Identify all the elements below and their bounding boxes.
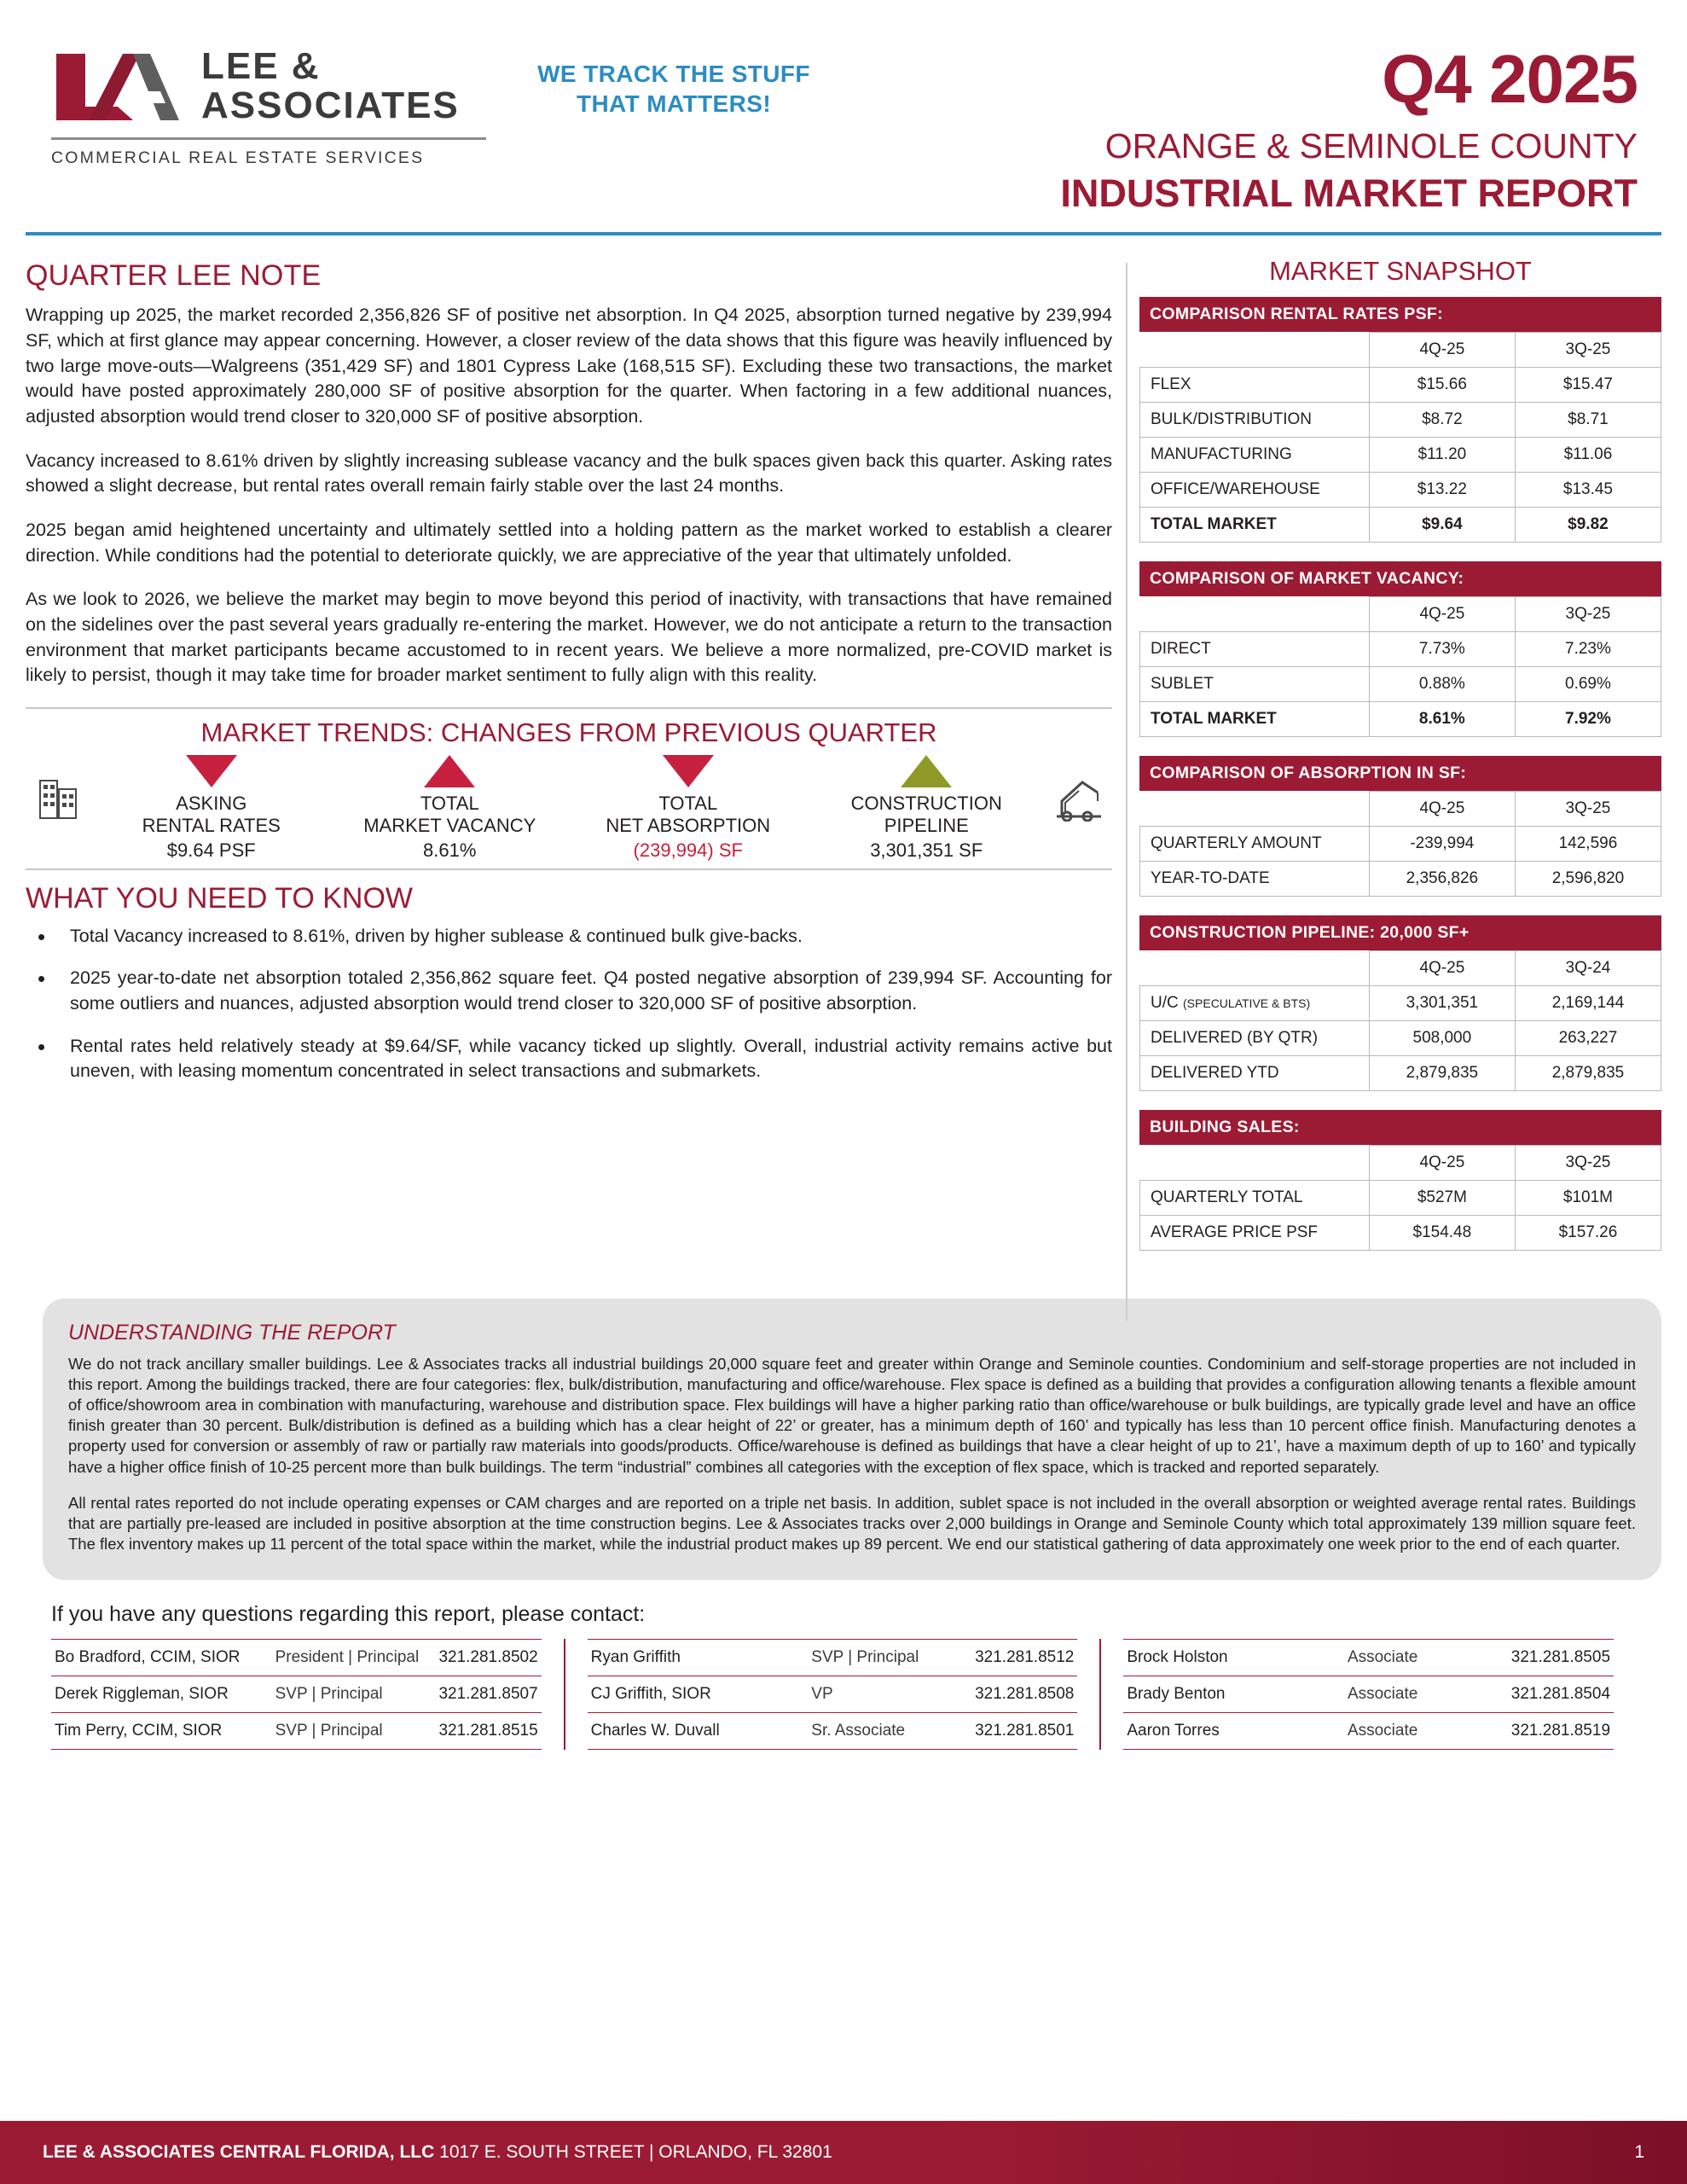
row-label: OFFICE/WAREHOUSE bbox=[1140, 473, 1370, 508]
contact-row bbox=[1123, 1639, 1614, 1676]
table-caption: BUILDING SALES: bbox=[1139, 1110, 1661, 1145]
trend-label-line1: TOTAL bbox=[420, 792, 479, 814]
trend-value: 8.61% bbox=[423, 839, 477, 861]
row-value: 3,301,351 bbox=[1369, 986, 1515, 1021]
row-value: $9.82 bbox=[1515, 508, 1661, 543]
table-header-blank bbox=[1140, 597, 1370, 632]
row-value: $15.66 bbox=[1369, 368, 1515, 403]
contact-phone[interactable]: 321.281.8504 bbox=[1496, 1676, 1614, 1712]
contact-title: Sr. Associate bbox=[808, 1712, 959, 1749]
contact-name: Bo Bradford, CCIM, SIOR bbox=[51, 1639, 272, 1676]
table-caption: COMPARISON OF ABSORPTION IN SF: bbox=[1139, 756, 1661, 791]
row-value: $11.20 bbox=[1369, 438, 1515, 473]
table-comparison-market-vacancy bbox=[1139, 561, 1661, 737]
list-item: • Rental rates held relatively steady at $9.64/SF, while vacancy ticked up slightly. Overall, industrial activity remains active but uneven, with leasing momentum concentrated in select transactions and submarkets. bbox=[26, 1034, 1112, 1084]
contact-name: Aaron Torres bbox=[1123, 1712, 1344, 1749]
row-label: DIRECT bbox=[1140, 632, 1370, 667]
logo-wordmark bbox=[201, 47, 460, 125]
trend-value: (239,994) SF bbox=[633, 839, 743, 861]
table-row bbox=[1140, 1021, 1661, 1056]
table-header-row bbox=[1140, 333, 1661, 368]
row-label bbox=[1140, 986, 1370, 1021]
row-value: $101M bbox=[1515, 1181, 1661, 1216]
right-column bbox=[1134, 251, 1661, 1269]
building-icon bbox=[26, 755, 92, 820]
what-you-need-to-know-title: WHAT YOU NEED TO KNOW bbox=[26, 881, 414, 915]
row-value: 2,879,835 bbox=[1515, 1056, 1661, 1091]
row-value: 7.92% bbox=[1515, 702, 1661, 737]
row-label-note: (SPECULATIVE & BTS) bbox=[1183, 996, 1311, 1011]
contact-title: SVP | Principal bbox=[808, 1639, 959, 1676]
logo-block bbox=[51, 47, 495, 168]
contacts-group bbox=[51, 1639, 564, 1750]
trend-total-market-vacancy bbox=[331, 755, 570, 862]
understanding-paragraph: We do not track ancillary smaller buildings. Lee & Associates tracks all industrial buildings 20,000 square feet and greater within Orange and Seminole counties. Condominium and self-storage properties are not included in this report. Among the buildings tracked, there are four categories: flex, bulk/distribution, manufacturing and office/warehouse. Flex space is defined as a building that provides a configuration allowing tenants a flexible amount of office/showroom area in combination with manufacturing, warehouse and distribution space. Flex buildings will have a higher parking ratio than office/warehouse or bulk buildings, are typically grade level and have an office finish greater than 30 percent. Bulk/distribution is defined as a building which has a clear height of 22’ or greater, has a minimum depth of 160’ and typically has less than 10 percent office finish. Manufacturing denotes a property used for conversion or assembly of raw or partially raw materials into goods/products. Office/warehouse is defined as buildings that have a clear height of up to 21’, have a maximum depth of up to 160’ and typically have a higher office finish of 10-25 percent more than bulk buildings. The term “industrial” combines all categories with the exception of flex space, which is tracked and reported separately. bbox=[68, 1355, 1636, 1476]
contact-row bbox=[51, 1676, 542, 1712]
row-value: 7.23% bbox=[1515, 632, 1661, 667]
row-label: TOTAL MARKET bbox=[1140, 508, 1370, 543]
note-paragraph: 2025 began amid heightened uncertainty and ultimately settled into a holding pattern as the market worked to establish a clearer direction. While conditions had the potential to deteriorate quickly, we are appreciative of the year that ultimately unfolded. bbox=[26, 519, 1112, 566]
table-header-period: 3Q-25 bbox=[1515, 597, 1661, 632]
row-value: 2,169,144 bbox=[1515, 986, 1661, 1021]
lee-associates-logo-icon bbox=[51, 47, 179, 125]
contact-name: Brock Holston bbox=[1123, 1639, 1344, 1676]
contact-row bbox=[588, 1639, 1078, 1676]
logo-line1: LEE & bbox=[201, 45, 321, 87]
note-paragraph: Wrapping up 2025, the market recorded 2,356,826 SF of positive net absorption. In Q4 2025, absorption turned negative by 239,994 SF, which at first glance may appear concerning. However, a closer review of the data shows that this figure was heavily influenced by two large move-outs—Walgreens (351,429 SF) and 1801 Cypress Lake (168,515 SF). Excluding these two transactions, the market would have posted approximately 280,000 SF of positive absorption for the quarter. When factoring in a few additional nuances, adjusted absorption would trend closer to 320,000 SF of positive absorption. bbox=[26, 305, 1112, 427]
table-comparison-rental-rates bbox=[1139, 297, 1661, 543]
table-row bbox=[1140, 1216, 1661, 1251]
row-value: 142,596 bbox=[1515, 827, 1661, 862]
table-row bbox=[1140, 632, 1661, 667]
note-paragraph: Vacancy increased to 8.61% driven by slightly increasing sublease vacancy and the bulk spaces given back this quarter. Asking rates showed a slight decrease, but rental rates overall remain fairly stable over the last 24 months. bbox=[26, 450, 1112, 497]
table-construction-pipeline bbox=[1139, 915, 1661, 1091]
contacts-group bbox=[1099, 1639, 1636, 1750]
row-value: $15.47 bbox=[1515, 368, 1661, 403]
market-trends-row bbox=[26, 753, 1112, 867]
table-caption: CONSTRUCTION PIPELINE: 20,000 SF+ bbox=[1139, 915, 1661, 950]
row-value: 508,000 bbox=[1369, 1021, 1515, 1056]
table-header-period: 3Q-24 bbox=[1515, 951, 1661, 986]
row-label: TOTAL MARKET bbox=[1140, 702, 1370, 737]
table-header-period: 4Q-25 bbox=[1369, 1146, 1515, 1181]
row-value: $11.06 bbox=[1515, 438, 1661, 473]
row-label: BULK/DISTRIBUTION bbox=[1140, 403, 1370, 438]
contact-title: Associate bbox=[1344, 1676, 1496, 1712]
table-header-period: 4Q-25 bbox=[1369, 597, 1515, 632]
table-row bbox=[1140, 667, 1661, 702]
tagline bbox=[495, 47, 853, 119]
contact-title: President | Principal bbox=[272, 1639, 424, 1676]
arrow-up-icon bbox=[901, 755, 952, 787]
trend-label-line2: PIPELINE bbox=[884, 815, 969, 837]
row-value: 8.61% bbox=[1369, 702, 1515, 737]
table-caption: COMPARISON RENTAL RATES PSF: bbox=[1139, 297, 1661, 332]
row-value: 2,879,835 bbox=[1369, 1056, 1515, 1091]
contacts-group bbox=[564, 1639, 1100, 1750]
table-header-row bbox=[1140, 951, 1661, 986]
table-row bbox=[1140, 862, 1661, 897]
table-header-row bbox=[1140, 792, 1661, 827]
row-label: SUBLET bbox=[1140, 667, 1370, 702]
row-value: $13.45 bbox=[1515, 473, 1661, 508]
list-item: • Total Vacancy increased to 8.61%, driven by higher sublease & continued bulk give-backs. bbox=[26, 924, 1112, 950]
contact-phone[interactable]: 321.281.8519 bbox=[1496, 1712, 1614, 1749]
contact-title: VP bbox=[808, 1676, 959, 1712]
contact-row bbox=[588, 1712, 1078, 1749]
need-to-know-list bbox=[26, 924, 1112, 1084]
table-row bbox=[1140, 827, 1661, 862]
contact-title: SVP | Principal bbox=[272, 1676, 424, 1712]
left-column bbox=[26, 251, 1134, 1269]
contact-name: Ryan Griffith bbox=[588, 1639, 809, 1676]
table-row bbox=[1140, 368, 1661, 403]
table-row bbox=[1140, 438, 1661, 473]
arrow-up-icon bbox=[424, 755, 475, 787]
column-divider bbox=[1126, 263, 1128, 1321]
row-label: AVERAGE PRICE PSF bbox=[1140, 1216, 1370, 1251]
table-header-period: 4Q-25 bbox=[1369, 951, 1515, 986]
table-header-blank bbox=[1140, 951, 1370, 986]
trend-total-net-absorption bbox=[569, 755, 808, 862]
contact-title: SVP | Principal bbox=[272, 1712, 424, 1749]
trend-label-line2: MARKET VACANCY bbox=[363, 815, 536, 837]
table-row bbox=[1140, 473, 1661, 508]
contact-row bbox=[51, 1712, 542, 1749]
contact-phone[interactable]: 321.281.8501 bbox=[959, 1712, 1077, 1749]
table-header-period: 3Q-25 bbox=[1515, 792, 1661, 827]
row-value: 0.69% bbox=[1515, 667, 1661, 702]
table-header-period: 3Q-25 bbox=[1515, 1146, 1661, 1181]
table-row bbox=[1140, 986, 1661, 1021]
table-row-total bbox=[1140, 702, 1661, 737]
contacts-grid bbox=[51, 1639, 1636, 1750]
row-value: $527M bbox=[1369, 1181, 1515, 1216]
page-footer bbox=[0, 2121, 1687, 2184]
contact-name: Derek Riggleman, SIOR bbox=[51, 1676, 272, 1712]
contact-row bbox=[588, 1676, 1078, 1712]
table-row bbox=[1140, 403, 1661, 438]
arrow-down-icon bbox=[663, 755, 714, 787]
table-header-row bbox=[1140, 1146, 1661, 1181]
row-label-main: U/C bbox=[1151, 994, 1179, 1013]
table-header-period: 4Q-25 bbox=[1369, 792, 1515, 827]
contact-title: Associate bbox=[1344, 1712, 1496, 1749]
title-block bbox=[853, 41, 1644, 217]
trends-divider-bottom bbox=[26, 868, 1112, 870]
row-label: DELIVERED YTD bbox=[1140, 1056, 1370, 1091]
row-value: $157.26 bbox=[1515, 1216, 1661, 1251]
understanding-title: UNDERSTANDING THE REPORT bbox=[68, 1321, 396, 1345]
logo-divider bbox=[51, 137, 486, 140]
table-building-sales bbox=[1139, 1110, 1661, 1251]
contact-title: Associate bbox=[1344, 1639, 1496, 1676]
market-trends-title: MARKET TRENDS: CHANGES FROM PREVIOUS QUARTER bbox=[200, 717, 937, 747]
footer-text bbox=[43, 2142, 832, 2163]
footer-company: LEE & ASSOCIATES CENTRAL FLORIDA, LLC bbox=[43, 2142, 435, 2162]
row-value: -239,994 bbox=[1369, 827, 1515, 862]
table-header-blank bbox=[1140, 1146, 1370, 1181]
contact-phone[interactable]: 321.281.8502 bbox=[424, 1639, 542, 1676]
county-subtitle: ORANGE & SEMINOLE COUNTY bbox=[1104, 126, 1638, 166]
trend-value: 3,301,351 SF bbox=[870, 839, 983, 861]
understanding-the-report-panel bbox=[43, 1298, 1661, 1579]
table-header-blank bbox=[1140, 792, 1370, 827]
contact-name: Charles W. Duvall bbox=[588, 1712, 809, 1749]
trend-asking-rental-rates bbox=[92, 755, 331, 862]
page-number: 1 bbox=[1634, 2142, 1644, 2162]
table-row bbox=[1140, 1056, 1661, 1091]
trend-label-line1: ASKING bbox=[176, 792, 247, 814]
row-value: 0.88% bbox=[1369, 667, 1515, 702]
trend-label-line1: TOTAL bbox=[658, 792, 718, 814]
row-value: 263,227 bbox=[1515, 1021, 1661, 1056]
trends-divider-top bbox=[26, 707, 1112, 709]
contact-phone[interactable]: 321.281.8507 bbox=[424, 1676, 542, 1712]
table-row bbox=[1140, 1181, 1661, 1216]
tagline-line1: WE TRACK THE STUFF bbox=[537, 61, 810, 87]
trend-label-line2: NET ABSORPTION bbox=[606, 815, 771, 837]
row-label: QUARTERLY TOTAL bbox=[1140, 1181, 1370, 1216]
row-label: YEAR-TO-DATE bbox=[1140, 862, 1370, 897]
row-value: $9.64 bbox=[1369, 508, 1515, 543]
quarter-title: Q4 2025 bbox=[1382, 41, 1638, 117]
contact-name: CJ Griffith, SIOR bbox=[588, 1676, 809, 1712]
contact-row bbox=[1123, 1712, 1614, 1749]
trend-construction-pipeline bbox=[808, 755, 1046, 862]
contact-phone[interactable]: 321.281.8512 bbox=[959, 1639, 1077, 1676]
logo-subtitle: COMMERCIAL REAL ESTATE SERVICES bbox=[51, 148, 425, 168]
row-label: QUARTERLY AMOUNT bbox=[1140, 827, 1370, 862]
logo-line2: ASSOCIATES bbox=[201, 84, 460, 127]
main-content bbox=[0, 235, 1687, 1269]
list-item: • 2025 year-to-date net absorption totaled 2,356,862 square feet. Q4 posted negative absorption of 239,994 SF. Accounting for some outliers and nuances, adjusted absorption would trend closer to 320,000 SF of positive absorption. bbox=[26, 966, 1112, 1016]
trend-label-line2: RENTAL RATES bbox=[142, 815, 281, 837]
row-label: FLEX bbox=[1140, 368, 1370, 403]
contact-phone[interactable]: 321.281.8515 bbox=[424, 1712, 542, 1749]
row-value: $13.22 bbox=[1369, 473, 1515, 508]
contacts-heading: If you have any questions regarding this report, please contact: bbox=[51, 1601, 646, 1626]
row-value: 2,356,826 bbox=[1369, 862, 1515, 897]
row-value: $8.72 bbox=[1369, 403, 1515, 438]
contact-phone[interactable]: 321.281.8505 bbox=[1496, 1639, 1614, 1676]
tagline-line2: THAT MATTERS! bbox=[576, 90, 772, 117]
row-value: $154.48 bbox=[1369, 1216, 1515, 1251]
page-header bbox=[0, 0, 1687, 217]
table-header-period: 4Q-25 bbox=[1369, 333, 1515, 368]
trend-label-line1: CONSTRUCTION bbox=[850, 792, 1002, 814]
table-header-period: 3Q-25 bbox=[1515, 333, 1661, 368]
contact-name: Tim Perry, CCIM, SIOR bbox=[51, 1712, 272, 1749]
note-paragraph: As we look to 2026, we believe the market may begin to move beyond this period of inactivity, with transactions that have remained on the sidelines over the past several years gradually re-entering the market. However, we do not anticipate a return to the transaction environment that market participants became accustomed to in recent years. We believe a more normalized, pre-COVID market is likely to persist, though it may take time for broader market sentiment to fully align with this reality. bbox=[26, 589, 1112, 686]
contact-phone[interactable]: 321.281.8508 bbox=[959, 1676, 1077, 1712]
row-value: $8.71 bbox=[1515, 403, 1661, 438]
contact-row bbox=[1123, 1676, 1614, 1712]
contact-name: Brady Benton bbox=[1123, 1676, 1344, 1712]
table-row-total bbox=[1140, 508, 1661, 543]
table-caption: COMPARISON OF MARKET VACANCY: bbox=[1139, 561, 1661, 596]
table-header-blank bbox=[1140, 333, 1370, 368]
row-value: 7.73% bbox=[1369, 632, 1515, 667]
trend-value: $9.64 PSF bbox=[166, 839, 256, 861]
quarter-lee-note-title: QUARTER LEE NOTE bbox=[26, 259, 322, 293]
row-label: MANUFACTURING bbox=[1140, 438, 1370, 473]
contacts-section bbox=[0, 1580, 1687, 1750]
table-comparison-absorption bbox=[1139, 756, 1661, 897]
crane-icon bbox=[1046, 755, 1112, 822]
footer-address: 1017 E. SOUTH STREET | ORLANDO, FL 32801 bbox=[439, 2142, 832, 2162]
report-title: INDUSTRIAL MARKET REPORT bbox=[1060, 171, 1638, 216]
row-value: 2,596,820 bbox=[1515, 862, 1661, 897]
table-header-row bbox=[1140, 597, 1661, 632]
market-snapshot-title: MARKET SNAPSHOT bbox=[1269, 256, 1532, 287]
arrow-down-icon bbox=[186, 755, 237, 787]
row-label: DELIVERED (BY QTR) bbox=[1140, 1021, 1370, 1056]
contact-row bbox=[51, 1639, 542, 1676]
understanding-paragraph: All rental rates reported do not include operating expenses or CAM charges and are reported on a triple net basis. In addition, sublet space is not included in the overall absorption or weighted average rental rates. Buildings that are partially pre-leased are included in positive absorption at the time construction begins. Lee & Associates tracks over 2,000 buildings in Orange and Seminole County which total approximately 139 million square feet. The flex inventory makes up 11 percent of the total space within the market, while the industrial product makes up 89 percent. We end our statistical gathering of data approximately one week prior to the end of each quarter. bbox=[68, 1493, 1636, 1553]
